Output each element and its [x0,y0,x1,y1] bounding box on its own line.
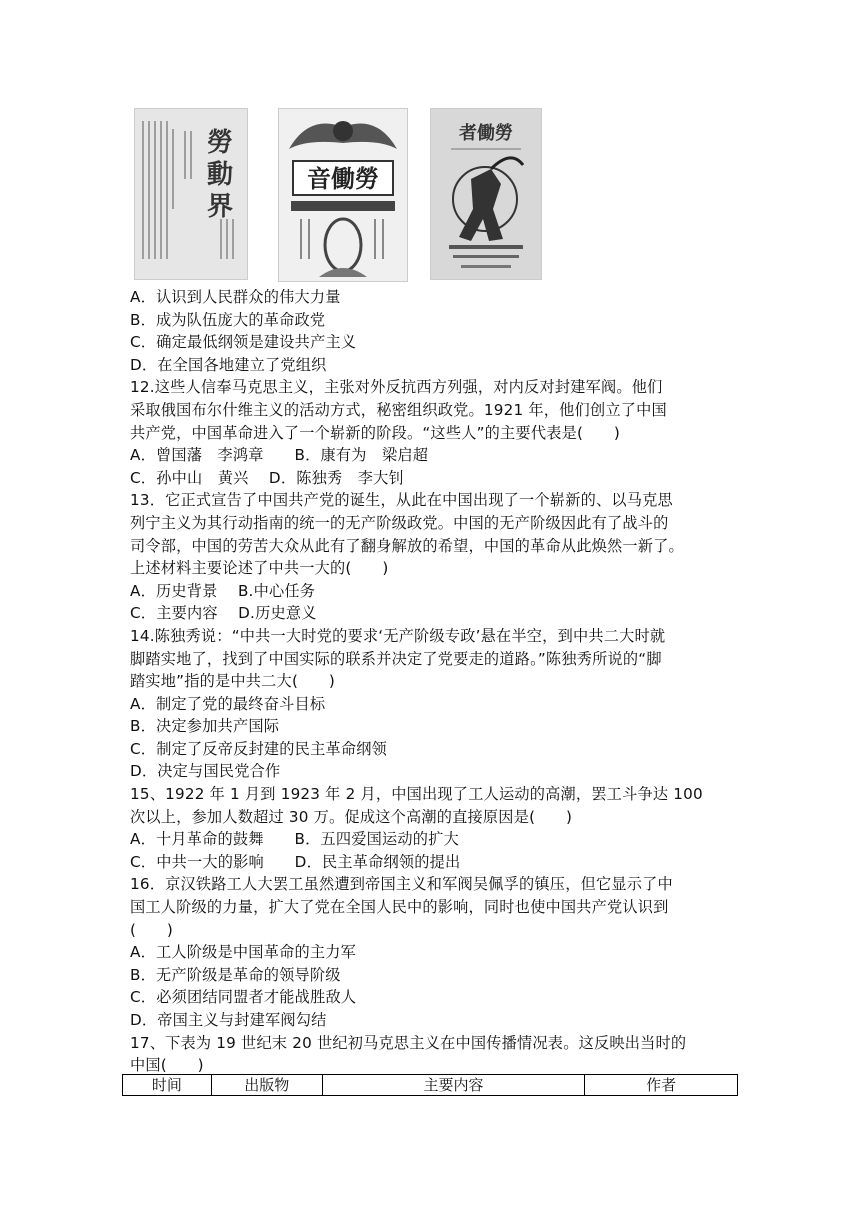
option-line: C．孙中山 黄兴 D．陈独秀 李大钊 [130,468,404,487]
option-line: A．十月革命的鼓舞 B．五四爱国运动的扩大 [130,830,459,849]
question-16-line: ( ) [130,920,174,939]
table-header-cell: 出版物 [211,1075,322,1096]
question-12-line: 12.这些人信奉马克思主义，主张对外反抗西方列强，对内反对封建军阀。他们 [130,378,663,397]
question-17-line: 17、下表为 19 世纪末 20 世纪初马克思主义在中国传播情况表。这反映出当时的 [130,1033,687,1052]
question-12-line: 共产党，中国革命进入了一个崭新的阶段。“这些人”的主要代表是( ) [130,423,621,442]
option-line: A．工人阶级是中国革命的主力军 [130,943,357,962]
question-13-line: 13．它正式宣告了中国共产党的诞生，从此在中国出现了一个崭新的、以马克思 [130,491,673,510]
laodongjie-magazine-image [134,108,248,280]
option-line: D．决定与国民党合作 [130,762,281,781]
option-line: A．曾国藩 李鸿章 B．康有为 梁启超 [130,446,429,465]
laodongzhe-magazine-image [430,108,542,280]
option-line: D．在全国各地建立了党组织 [130,355,327,374]
laodongjie-title-char: 勞 [207,128,234,158]
table-header-cell: 主要内容 [322,1075,585,1096]
laodongzhe-title: 者働勞 [459,123,513,144]
option-line: C．中共一大的影响 D．民主革命纲领的提出 [130,852,461,871]
question-14-line: 14.陈独秀说：“中共一大时党的要求‘无产阶级专政’悬在半空，到中共二大时就 [130,626,666,645]
table-header-cell: 作者 [585,1075,738,1096]
question-14-line: 踏实地”指的是中共二大( ) [130,672,335,691]
question-text [130,286,740,1077]
laodongyin-title: 音働勞 [307,164,379,193]
option-line: B．决定参加共产国际 [130,717,280,736]
question-16-line: 16．京汉铁路工人大罢工虽然遭到帝国主义和军阀吴佩孚的镇压，但它显示了中 [130,875,673,894]
option-line: A．制定了党的最终奋斗目标 [130,694,326,713]
option-line: A．历史背景 B.中心任务 [130,581,316,600]
magazine-images [134,108,544,280]
question-17-line: 中国( ) [130,1056,204,1075]
question-13-line: 列宁主义为其行动指南的统一的无产阶级政党。中国的无产阶级因此有了战斗的 [130,513,669,532]
question-13-line: 司令部，中国的劳苦大众从此有了翻身解放的希望，中国的革命从此焕然一新了。 [130,536,684,555]
option-line: D．帝国主义与封建军阀勾结 [130,1011,327,1029]
question-14-line: 脚踏实地了，找到了中国实际的联系并决定了党要走的道路。”陈独秀所说的“脚 [130,649,662,668]
question-16-line: 国工人阶级的力量，扩大了党在全国人民中的影响，同时也使中国共产党认识到 [130,898,669,917]
table-header-cell: 时间 [123,1075,212,1096]
option-line: C．主要内容 D.历史意义 [130,604,317,623]
table-header-row [123,1075,738,1096]
question-15-line: 次以上，参加人数超过 30 万。促成这个高潮的直接原因是( ) [130,807,573,826]
laodongjie-title-char: 動 [207,160,234,190]
marxism-spread-table [122,1074,738,1096]
laodongjie-title-char: 界 [207,192,234,222]
laodongyin-magazine-image [278,108,408,282]
option-line: A．认识到人民群众的伟大力量 [130,288,341,306]
question-12-line: 采取俄国布尔什维主义的活动方式，秘密组织政党。1921 年，他们创立了中国 [130,400,667,419]
question-15-line: 15、1922 年 1 月到 1923 年 2 月，中国出现了工人运动的高潮，罢工斗争达 100 [130,785,703,804]
option-line: B．无产阶级是革命的领导阶级 [130,965,341,984]
option-line: C．确定最低纲领是建设共产主义 [130,333,357,352]
option-line: C．制定了反帝反封建的民主革命纲领 [130,739,388,758]
question-13-line: 上述材料主要论述了中共一大的( ) [130,559,389,578]
option-line: C．必须团结同盟者才能战胜敌人 [130,988,357,1007]
option-line: B．成为队伍庞大的革命政党 [130,310,326,329]
